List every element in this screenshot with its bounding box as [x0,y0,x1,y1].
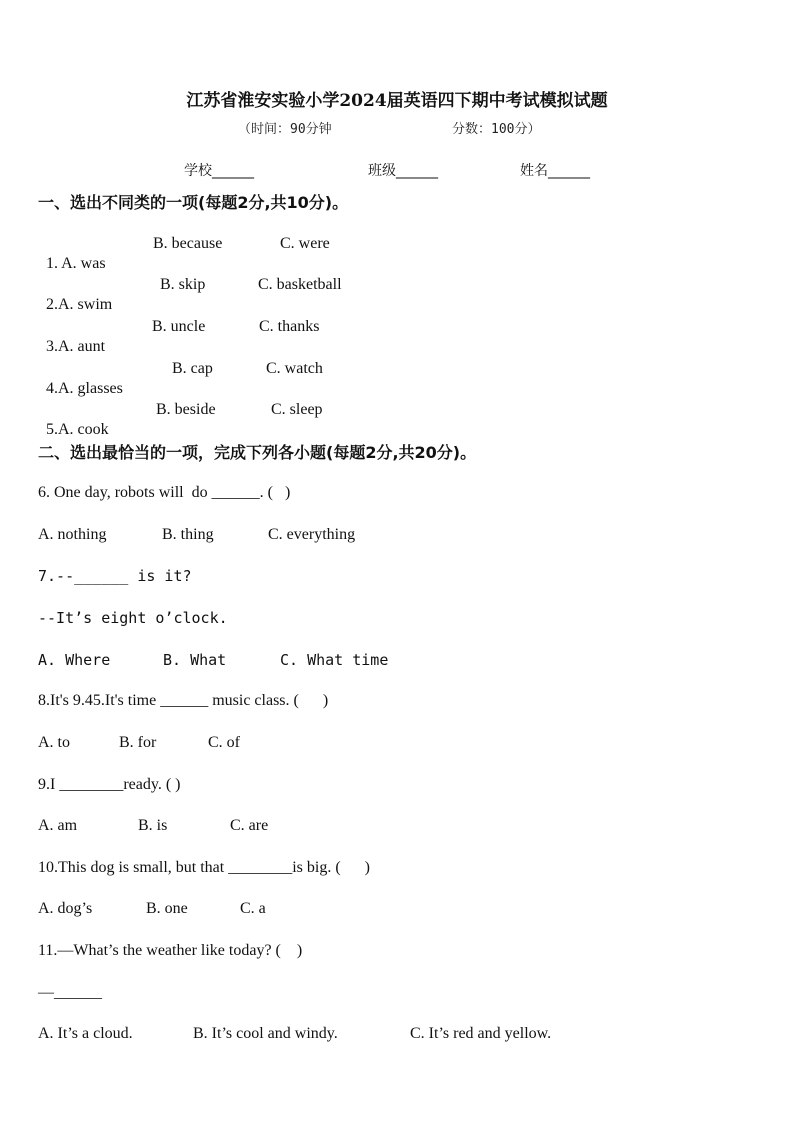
q10-option-a[interactable]: A. dog’s [38,900,93,917]
q10-option-b[interactable]: B. one [146,900,188,917]
section2-heading: 二、选出最恰当的一项，完成下列各小题(每题2分,共20分)。 [38,443,477,462]
question-11-answer: —______ [38,984,102,1001]
question-8-stem: 8.It's 9.45.It's time ______ music class. ( ) [38,692,329,709]
q9-option-a[interactable]: A. am [38,817,78,834]
q10-option-c[interactable]: C. a [240,900,266,917]
q3-option-b[interactable]: B. uncle [152,318,206,335]
school-field[interactable]: 学校______ [184,163,254,179]
q11-option-c[interactable]: C. It’s red and yellow. [410,1025,552,1042]
exam-title: 江苏省淮安实验小学2024届英语四下期中考试模拟试题 [186,91,608,111]
name-field[interactable]: 姓名______ [520,163,590,179]
q1-option-b[interactable]: B. because [153,235,223,252]
q5-option-c[interactable]: C. sleep [271,401,323,418]
question-number: 3. [46,338,58,355]
option-a[interactable]: A. aunt [58,338,106,355]
exam-time: （时间：90分钟 [238,122,332,137]
q2-option-b[interactable]: B. skip [160,276,206,293]
q4-option-c[interactable]: C. watch [266,360,323,377]
q6-option-b[interactable]: B. thing [162,526,214,543]
q4-option-b[interactable]: B. cap [172,360,213,377]
question-9-stem: 9.I ________ready. ( ) [38,776,181,793]
q2-option-c[interactable]: C. basketball [258,276,342,293]
question-number: 2. [46,296,58,313]
q3-option-c[interactable]: C. thanks [259,318,320,335]
option-a[interactable]: A. swim [58,296,113,313]
question-6-stem: 6. One day, robots will do ______. ( ) [38,484,291,501]
question-2 [38,275,112,315]
q7-option-a[interactable]: A. Where [38,651,111,669]
question-5 [38,400,109,440]
option-a[interactable]: A. was [61,255,106,272]
question-number: 5. [46,421,58,438]
question-number: 1. [46,255,62,272]
q11-option-b[interactable]: B. It’s cool and windy. [193,1025,338,1042]
question-7-stem: 7.--______ is it? [38,567,192,585]
question-number: 4. [46,380,58,397]
q5-option-b[interactable]: B. beside [156,401,216,418]
question-11-stem: 11.—What’s the weather like today? ( ) [38,942,303,959]
q7-option-b[interactable]: B. What [163,651,227,669]
class-field[interactable]: 班级______ [368,163,438,179]
q6-option-a[interactable]: A. nothing [38,526,107,543]
q11-option-a[interactable]: A. It’s a cloud. [38,1025,133,1042]
question-4 [38,359,123,399]
question-10-stem: 10.This dog is small, but that ________is big. ( ) [38,859,370,876]
section1-heading: 一、选出不同类的一项(每题2分,共10分)。 [38,193,349,212]
q1-option-c[interactable]: C. were [280,235,330,252]
option-a[interactable]: A. cook [58,421,109,438]
question-3 [38,317,105,357]
question-1 [38,234,106,274]
q6-option-c[interactable]: C. everything [268,526,356,543]
q8-option-a[interactable]: A. to [38,734,70,751]
question-7-answer: --It’s eight o’clock. [38,609,228,627]
exam-score: 分数：100分） [452,122,541,137]
q8-option-b[interactable]: B. for [119,734,157,751]
q7-option-c[interactable]: C. What time [280,651,389,669]
option-a[interactable]: A. glasses [58,380,123,397]
q9-option-b[interactable]: B. is [138,817,168,834]
q8-option-c[interactable]: C. of [208,734,240,751]
q9-option-c[interactable]: C. are [230,817,269,834]
